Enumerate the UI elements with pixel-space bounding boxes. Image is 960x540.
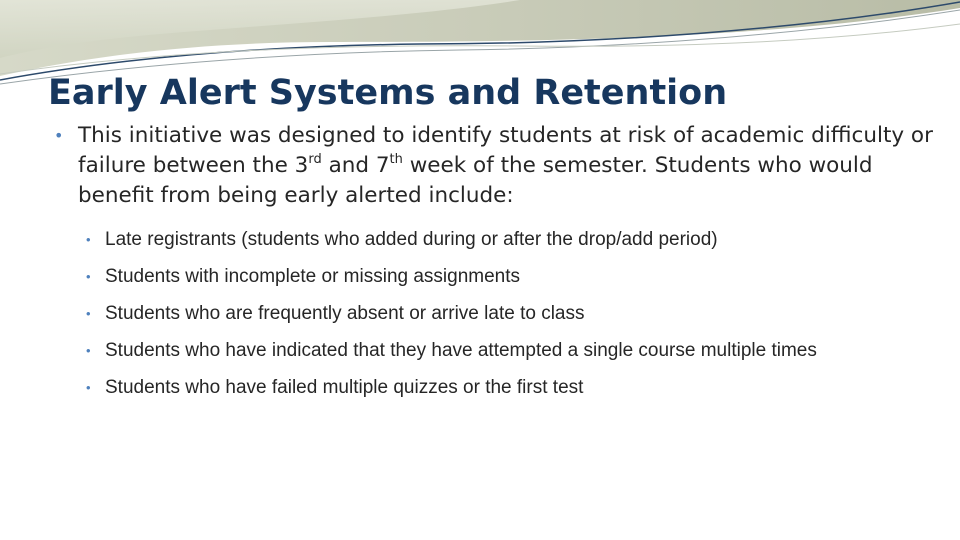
- bullet-dot-icon: •: [86, 269, 91, 284]
- bullet-dot-icon: •: [86, 380, 91, 395]
- sub-bullet-text: Students who have indicated that they have attempted a single course multiple times: [105, 340, 817, 361]
- sub-bullet-text: Students who have failed multiple quizzes or the first test: [105, 377, 584, 398]
- bullet-dot-icon: •: [86, 306, 91, 321]
- main-bullet-text-2: and 7: [321, 153, 390, 178]
- main-bullet: [54, 121, 934, 211]
- sub-bullet-item: [54, 301, 934, 327]
- main-bullet-text-3: week of the semester. Students who would benefit from being early alerted include:: [78, 153, 873, 208]
- main-bullet-text-1: This initiative was designed to identify students at risk of academic difficulty or failure between the 3: [78, 123, 933, 178]
- superscript-th: th: [389, 152, 403, 167]
- sub-bullet-text: Students with incomplete or missing assignments: [105, 266, 521, 287]
- bullet-dot-icon: •: [54, 126, 64, 145]
- slide-content: [54, 121, 934, 412]
- sub-bullet-text: Late registrants (students who added during or after the drop/add period): [105, 229, 718, 250]
- slide-title: Early Alert Systems and Retention: [48, 73, 728, 113]
- bullet-dot-icon: •: [86, 232, 91, 247]
- sub-bullet-item: [54, 375, 934, 401]
- sub-bullet-text: Students who are frequently absent or arrive late to class: [105, 303, 585, 324]
- sub-bullet-item: [54, 227, 934, 253]
- sub-bullet-item: [54, 338, 934, 364]
- superscript-rd: rd: [308, 152, 322, 167]
- sub-bullet-list: [54, 227, 934, 401]
- bullet-dot-icon: •: [86, 343, 91, 358]
- sub-bullet-item: [54, 264, 934, 290]
